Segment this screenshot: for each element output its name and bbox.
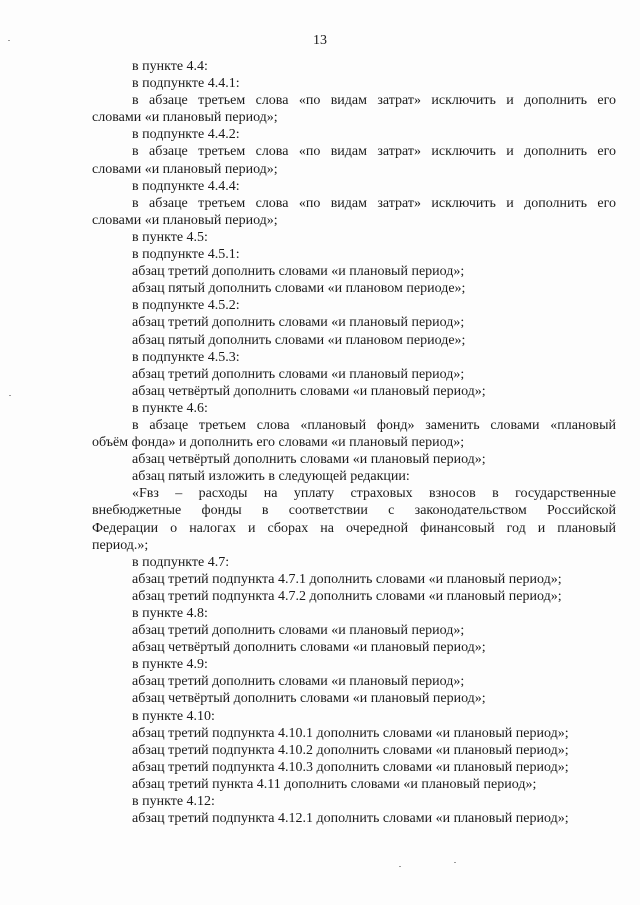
scan-speck (454, 862, 456, 863)
document-line: абзац третий дополнить словами «и плановый период»; (132, 366, 465, 382)
document-line: в подпункте 4.4.2: (132, 127, 240, 143)
scan-speck (8, 40, 10, 41)
page-number: 13 (313, 33, 327, 48)
document-line: в пункте 4.9: (132, 657, 208, 673)
document-line: в подпункте 4.5.2: (132, 298, 240, 314)
document-line: объём фонда» и дополнить его словами «и плановый период»; (92, 435, 465, 451)
document-line: абзац третий дополнить словами «и плановый период»; (132, 264, 465, 280)
document-line: период.»; (92, 537, 149, 553)
document-line: абзац третий подпункта 4.10.3 дополнить словами «и плановый период»; (132, 759, 569, 775)
document-line: в подпункте 4.4.1: (132, 76, 240, 92)
document-line: в абзаце третьем слова «по видам затрат» исключить и дополнить его (132, 195, 616, 211)
document-line: в пункте 4.5: (132, 229, 208, 245)
document-line: в пункте 4.12: (132, 794, 215, 810)
document-body (92, 58, 616, 827)
document-line: абзац четвёртый дополнить словами «и плановый период»; (132, 691, 486, 707)
document-line: в подпункте 4.5.3: (132, 349, 240, 365)
document-line: абзац пятый дополнить словами «и плановом периоде»; (132, 332, 466, 348)
document-line: в пункте 4.6: (132, 400, 208, 416)
document-line: в пункте 4.10: (132, 708, 215, 724)
document-line: абзац третий подпункта 4.7.2 дополнить словами «и плановый период»; (132, 588, 562, 604)
document-line: в абзаце третьем слова «по видам затрат» исключить и дополнить его (132, 144, 616, 160)
scan-speck (9, 395, 11, 396)
document-line: словами «и плановый период»; (92, 110, 278, 126)
document-line: словами «и плановый период»; (92, 161, 278, 177)
document-line: абзац третий дополнить словами «и плановый период»; (132, 623, 465, 639)
document-line: в абзаце третьем слова «плановый фонд» заменить словами «плановый (132, 417, 616, 433)
document-line: абзац третий подпункта 4.7.1 дополнить словами «и плановый период»; (132, 571, 562, 587)
document-line: в подпункте 4.7: (132, 554, 230, 570)
document-line: абзац третий подпункта 4.12.1 дополнить словами «и плановый период»; (132, 811, 569, 827)
document-line: словами «и плановый период»; (92, 212, 278, 228)
document-line: в абзаце третьем слова «по видам затрат» исключить и дополнить его (132, 93, 616, 109)
document-line: абзац третий подпункта 4.10.2 дополнить словами «и плановый период»; (132, 742, 569, 758)
document-line: абзац пятый дополнить словами «и плановом периоде»; (132, 281, 466, 297)
document-line: внебюджетные фонды в соответствии с законодательством Российской (92, 503, 616, 519)
document-line: Федерации о налогах и сборах на очередной финансовый год и плановый (92, 520, 616, 536)
document-line: абзац третий дополнить словами «и плановый период»; (132, 674, 465, 690)
document-line: в подпункте 4.4.4: (132, 178, 240, 194)
document-line: абзац третий дополнить словами «и плановый период»; (132, 315, 465, 331)
document-line: абзац третий подпункта 4.10.1 дополнить словами «и плановый период»; (132, 725, 569, 741)
document-line: абзац четвёртый дополнить словами «и плановый период»; (132, 383, 486, 399)
document-line: «Fвз – расходы на уплату страховых взносов в государственные (132, 486, 616, 502)
document-line: в пункте 4.8: (132, 606, 208, 621)
document-line: в пункте 4.4: (132, 59, 208, 74)
scan-speck (399, 866, 401, 867)
document-line: абзац третий пункта 4.11 дополнить словами «и плановый период»; (132, 776, 537, 792)
document-line: абзац пятый изложить в следующей редакции: (132, 469, 410, 485)
document-line: абзац четвёртый дополнить словами «и плановый период»; (132, 640, 486, 656)
document-line: в подпункте 4.5.1: (132, 247, 240, 263)
document-line: абзац четвёртый дополнить словами «и плановый период»; (132, 452, 486, 468)
